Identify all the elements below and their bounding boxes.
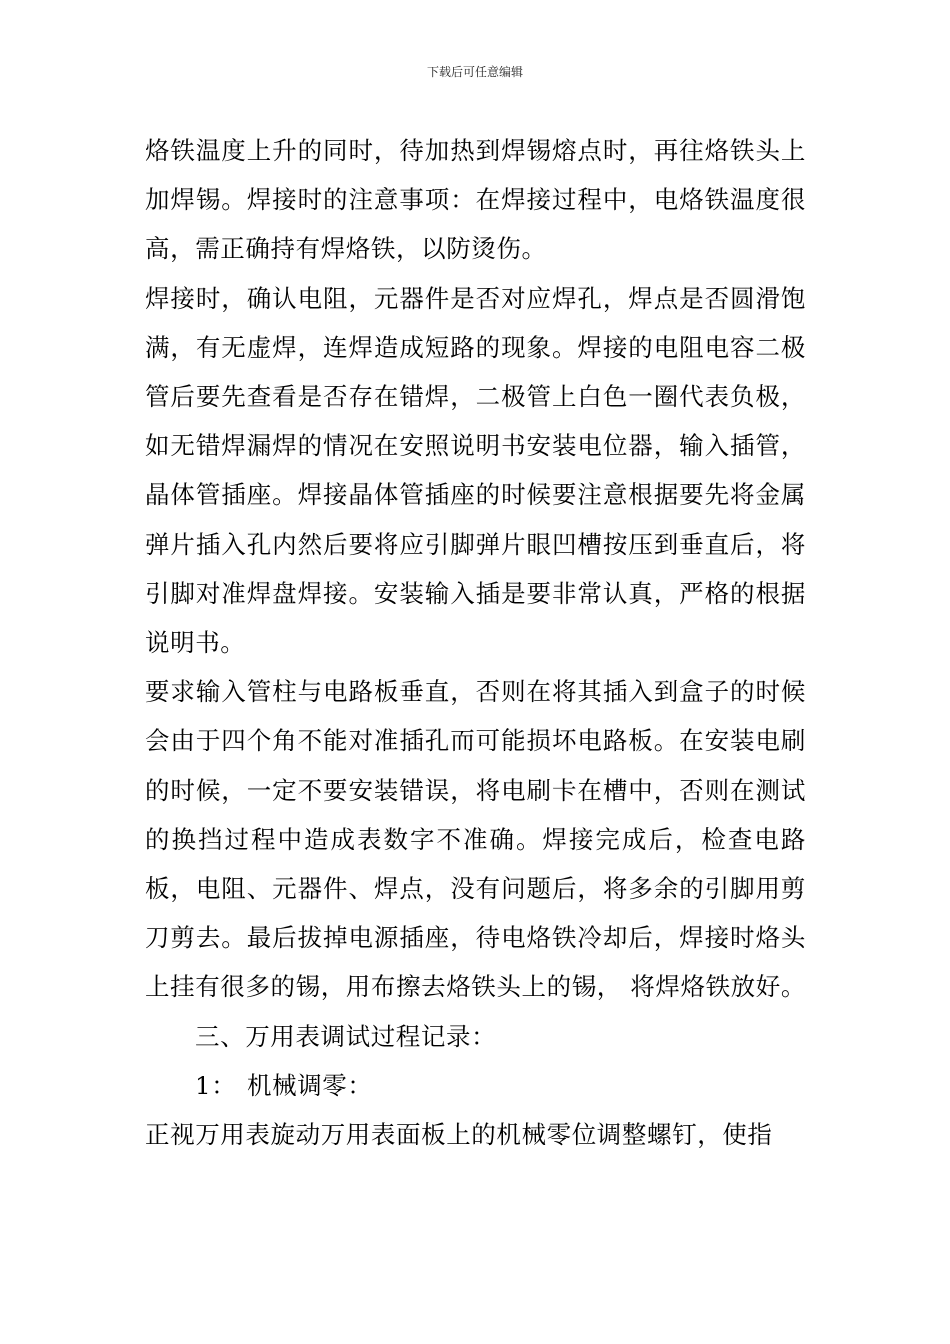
list-item-text: 机械调零： bbox=[247, 1070, 373, 1100]
list-item-mechanical-zero bbox=[145, 1061, 806, 1110]
paragraph-soldering-heat: 烙铁温度上升的同时，待加热到焊锡熔点时，再往烙铁头上加焊锡。焊接时的注意事项：在焊接过程中，电烙铁温度很高，需正确持有焊烙铁，以防烫伤。 bbox=[145, 136, 806, 264]
paragraph-soldering-check: 焊接时，确认电阻，元器件是否对应焊孔，焊点是否圆滑饱满，有无虚焊，连焊造成短路的现象。焊接的电阻电容二极管后要先查看是否存在错焊，二极管上白色一圈代表负极，如无错焊漏焊的情况在安照说明书安装电位器，输入插管，晶体管插座。焊接晶体管插座的时候要注意根据要先将金属弹片插入孔内然后要将应引脚弹片眼凹槽按压到垂直后，将引脚对准焊盘焊接。安装输入插是要非常认真，严格的根据说明书。 bbox=[145, 283, 806, 658]
paragraph-assembly: 要求输入管柱与电路板垂直，否则在将其插入到盒子的时候会由于四个角不能对准插孔而可能损坏电路板。在安装电刷的时候，一定不要安装错误，将电刷卡在槽中，否则在测试的换挡过程中造成表数字不准确。焊接完成后，检查电路板，电阻、元器件、焊点，没有问题后，将多余的引脚用剪刀剪去。最后拔掉电源插座，待电烙铁冷却后，焊接时烙头上挂有很多的锡，用布擦去烙铁头上的锡， 将焊烙铁放好。 bbox=[145, 677, 806, 1002]
document-body bbox=[145, 126, 806, 1159]
section-heading: 三、万用表调试过程记录： bbox=[195, 1021, 497, 1051]
paragraph-zero-adjust: 正视万用表旋动万用表面板上的机械零位调整螺钉，使指 bbox=[145, 1120, 773, 1150]
list-item-label: 1： bbox=[195, 1070, 237, 1100]
page-header: 下载后可任意编辑 bbox=[426, 65, 523, 79]
